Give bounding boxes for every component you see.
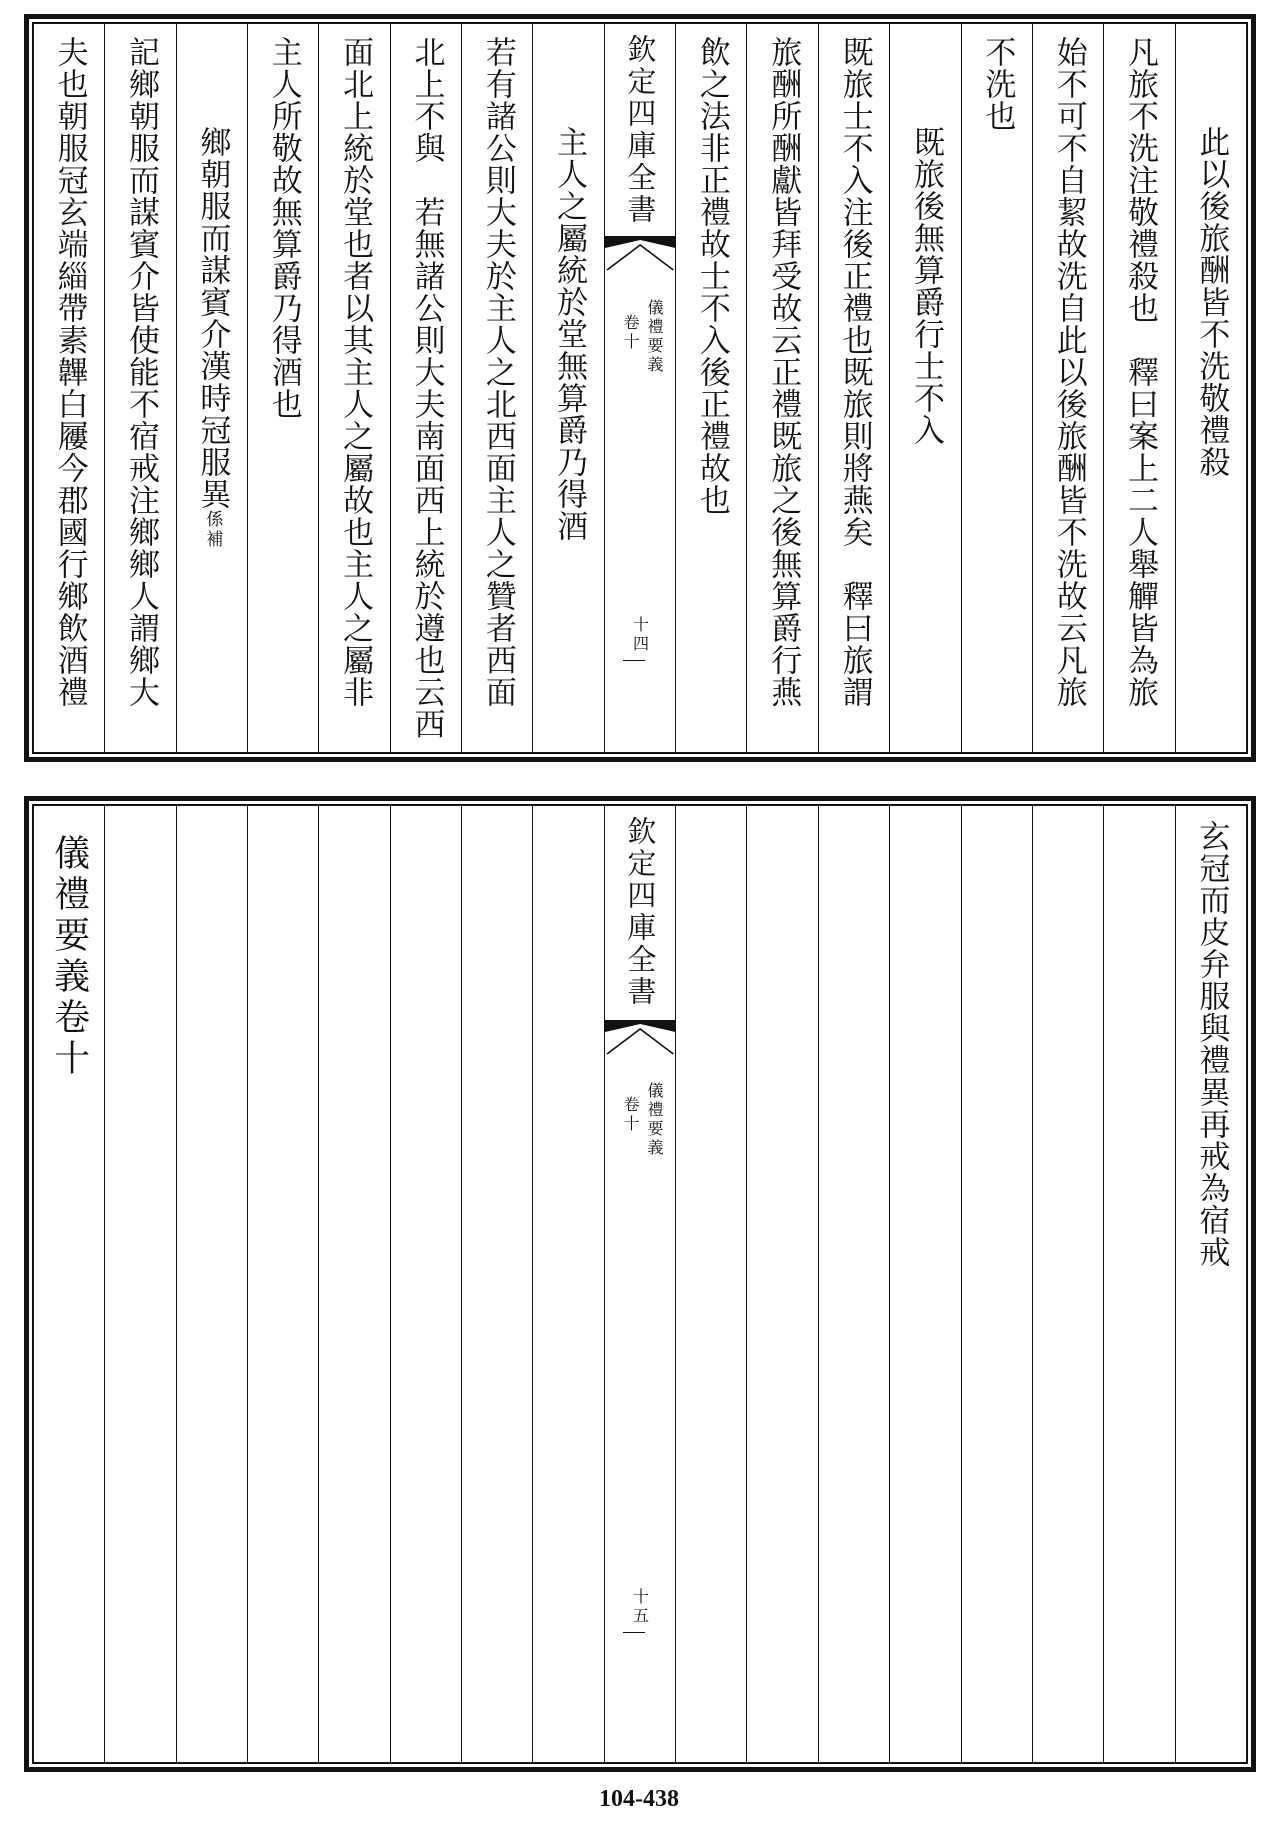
text-column <box>532 24 603 752</box>
empty-column <box>390 806 461 1762</box>
text-column <box>1175 24 1246 752</box>
column-text: 始不可不自絜故洗自此以後旅酬皆不洗故云凡旅 <box>1050 36 1087 708</box>
fold-volume: 卷十 <box>620 1096 640 1134</box>
heading-with-note <box>193 126 230 550</box>
column-text: 主人所敬故無算爵乃得酒也 <box>265 36 302 420</box>
column-text: 旅酬所酬獻皆拜受故云正禮既旅之後無算爵行燕 <box>765 36 802 708</box>
text-column <box>675 24 746 752</box>
empty-column <box>318 806 389 1762</box>
fold-book-title: 儀禮要義 <box>644 1082 664 1158</box>
heading-text: 主人之屬統於堂無算爵乃得酒 <box>551 126 588 542</box>
text-column <box>104 24 175 752</box>
column-text: 夫也朝服冠玄端緇帶素韠白屨今郡國行鄉飲酒禮 <box>51 36 88 708</box>
text-column <box>746 24 817 752</box>
column-text: 既旅士不入注後正禮也既旅則將燕矣 釋曰旅謂 <box>836 36 873 708</box>
text-column <box>1175 806 1246 1762</box>
text-column <box>889 24 960 752</box>
volume-end-title: 儀禮要義卷十 <box>48 834 90 1080</box>
column-text: 不洗也 <box>979 36 1016 132</box>
empty-column <box>746 806 817 1762</box>
small-note: 係補 <box>202 510 223 550</box>
leaf-rule <box>623 1632 645 1633</box>
leaf-rule <box>623 660 645 661</box>
fold-volume: 卷十 <box>620 314 640 352</box>
empty-column <box>1032 806 1103 1762</box>
heading-text: 此以後旅酬皆不洗敬禮殺 <box>1193 126 1230 478</box>
empty-column <box>532 806 603 1762</box>
column-text: 玄冠而皮弁服與禮異再戒為宿戒 <box>1193 820 1230 1268</box>
text-column <box>176 24 247 752</box>
column-text: 記鄉朝服而謀賓介皆使能不宿戒注鄉鄉人謂鄉大 <box>123 36 160 708</box>
empty-column <box>104 806 175 1762</box>
text-column <box>247 24 318 752</box>
leaf-frame <box>32 804 1248 1764</box>
text-column <box>1103 24 1174 752</box>
fold-title: 欽定四庫全書 <box>623 816 658 1008</box>
leaf-number: 十四 <box>630 616 650 654</box>
empty-column <box>247 806 318 1762</box>
text-column <box>390 24 461 752</box>
page-number: 104-438 <box>599 1786 679 1812</box>
column-text: 若有諸公則大夫於主人之北西面主人之贊者西面 <box>479 36 516 708</box>
text-column <box>1032 24 1103 752</box>
center-fold <box>604 24 675 752</box>
leaf-panel-bottom <box>24 796 1256 1772</box>
leaf-panel-top <box>24 14 1256 762</box>
text-column <box>318 24 389 752</box>
empty-column <box>961 806 1032 1762</box>
text-column <box>961 24 1032 752</box>
column-text: 凡旅不洗注敬禮殺也 釋曰案上二人舉觶皆為旅 <box>1122 36 1159 708</box>
leaf-frame <box>32 22 1248 754</box>
fold-title: 欽定四庫全書 <box>623 34 658 226</box>
fish-tail-mark <box>605 1020 675 1056</box>
empty-column <box>461 806 532 1762</box>
leaf-number: 十五 <box>630 1588 650 1626</box>
column-text: 面北上統於堂也者以其主人之屬故也主人之屬非 <box>337 36 374 708</box>
empty-column <box>818 806 889 1762</box>
fish-tail-mark <box>605 236 675 272</box>
text-column <box>34 806 104 1762</box>
empty-column <box>1103 806 1174 1762</box>
center-fold <box>604 806 675 1762</box>
fold-book-title: 儀禮要義 <box>644 299 664 375</box>
column-text: 飲之法非正禮故士不入後正禮故也 <box>693 36 730 516</box>
empty-column <box>176 806 247 1762</box>
text-column <box>818 24 889 752</box>
text-column <box>461 24 532 752</box>
heading-text: 既旅後無算爵行士不入 <box>907 126 944 446</box>
text-column <box>34 24 104 752</box>
empty-column <box>889 806 960 1762</box>
column-text: 北上不與 若無諸公則大夫南面西上統於遵也云西 <box>408 36 445 740</box>
heading-text: 鄉朝服而謀賓介漢時冠服異 <box>194 126 231 510</box>
empty-column <box>675 806 746 1762</box>
